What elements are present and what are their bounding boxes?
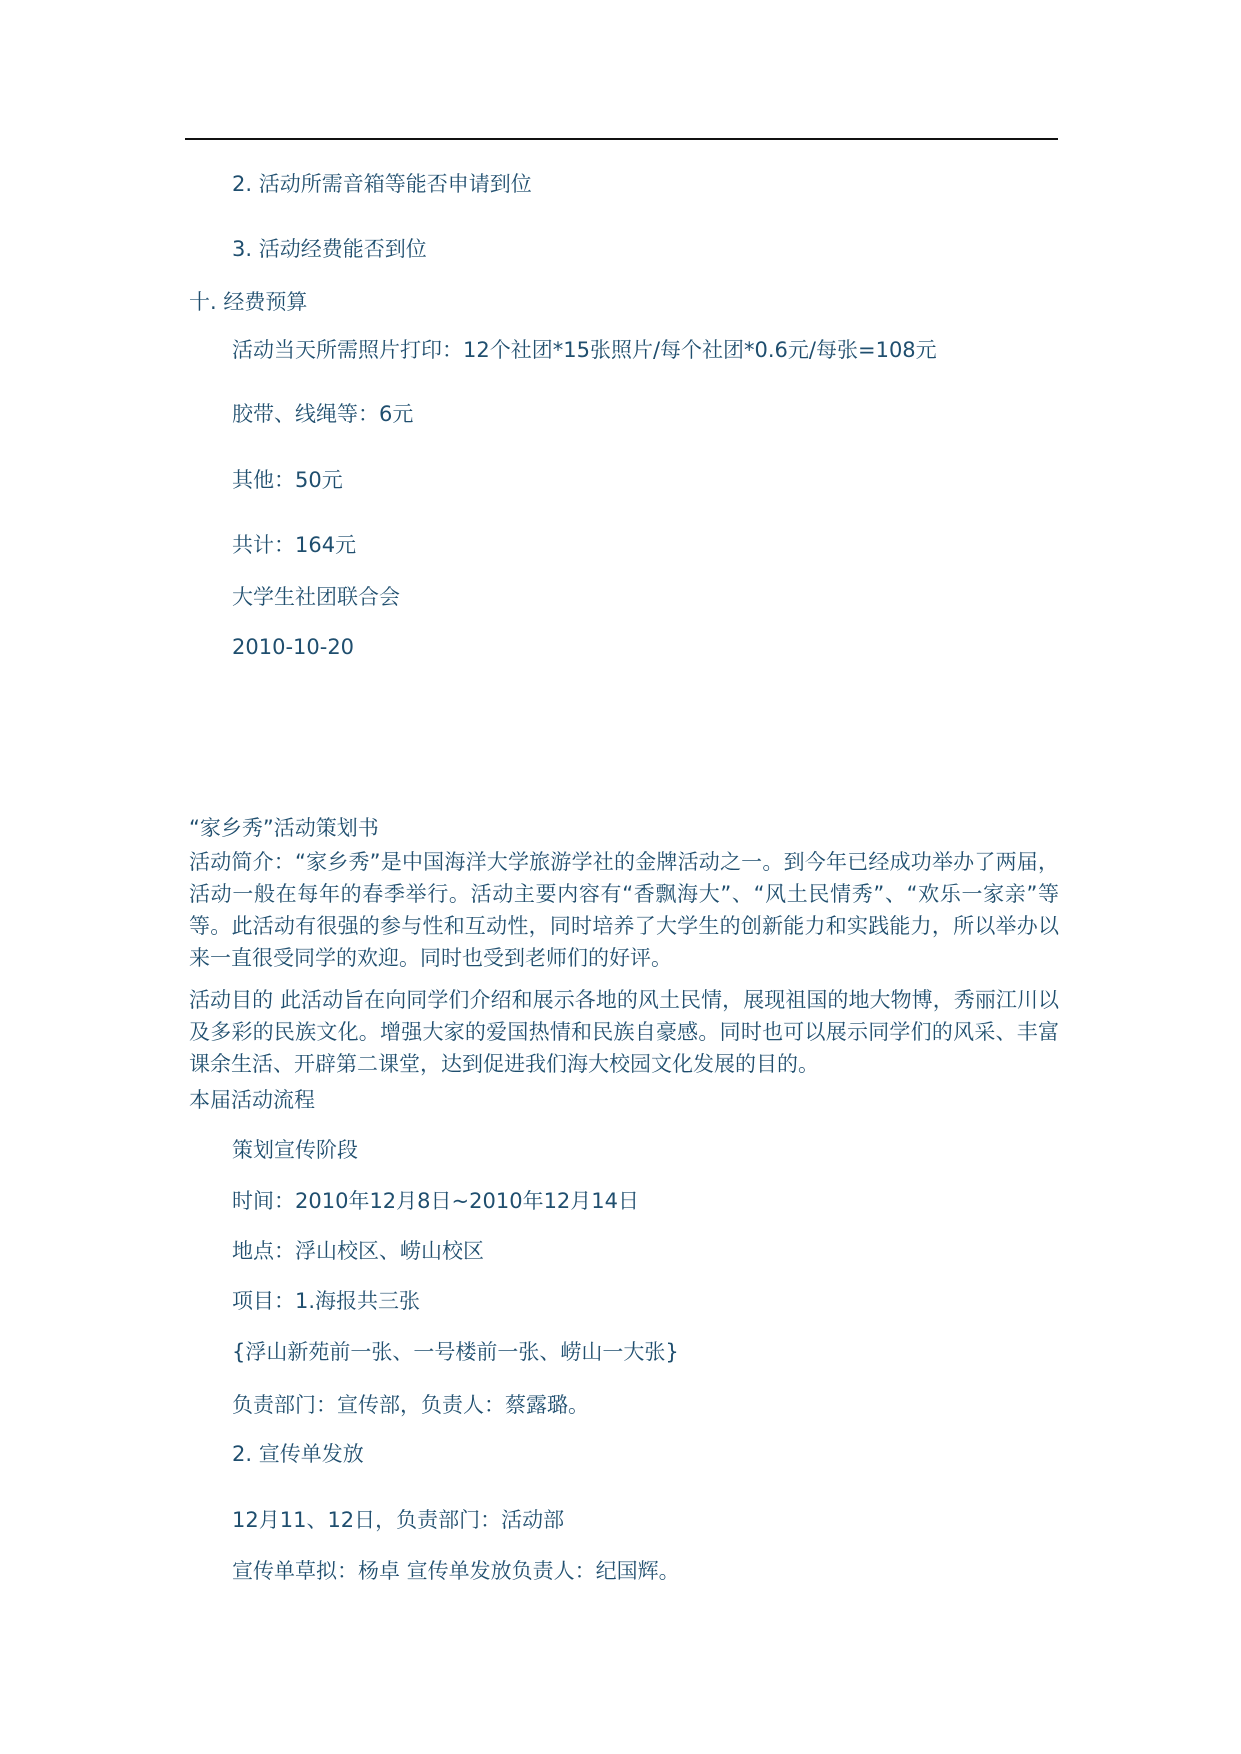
stage-project: 项目：1.海报共三张 xyxy=(232,1289,421,1313)
plan-title: “家乡秀”活动策划书 xyxy=(189,816,379,840)
budget-tape: 胶带、线绳等：6元 xyxy=(232,402,414,426)
process-heading: 本届活动流程 xyxy=(189,1088,315,1112)
flyer-heading: 2. 宣传单发放 xyxy=(232,1442,364,1466)
budget-other: 其他：50元 xyxy=(232,468,343,492)
organization-name: 大学生社团联合会 xyxy=(232,585,400,609)
flyer-schedule: 12月11、12日，负责部门：活动部 xyxy=(232,1508,565,1532)
stage-heading: 策划宣传阶段 xyxy=(232,1138,358,1162)
item-speakers: 2. 活动所需音箱等能否申请到位 xyxy=(232,172,532,196)
stage-time: 时间：2010年12月8日~2010年12月14日 xyxy=(232,1189,640,1213)
header-rule xyxy=(185,138,1058,140)
section-heading-budget: 十. 经费预算 xyxy=(189,290,308,314)
stage-location: 地点：浮山校区、崂山校区 xyxy=(232,1239,484,1263)
budget-photo-print: 活动当天所需照片打印：12个社团*15张照片/每个社团*0.6元/每张=108元 xyxy=(232,338,937,362)
budget-total: 共计：164元 xyxy=(232,533,357,557)
flyer-responsible: 宣传单草拟：杨卓 宣传单发放负责人：纪国辉。 xyxy=(232,1559,680,1583)
item-funding: 3. 活动经费能否到位 xyxy=(232,237,427,261)
intro-paragraph: 活动简介：“家乡秀”是中国海洋大学旅游学社的金牌活动之一。到今年已经成功举办了两届，活动一般在每年的春季举行。活动主要内容有“香飘海大”、“风土民情秀”、“欢乐一家亲”等等。此活动有很强的参与性和互动性，同时培养了大学生的创新能力和实践能力，所以举办以来一直很受同学的欢迎。同时也受到老师们的好评。 xyxy=(189,850,1059,970)
purpose-paragraph: 活动目的 此活动旨在向同学们介绍和展示各地的风土民情，展现祖国的地大物博，秀丽江川以及多彩的民族文化。增强大家的爱国热情和民族自豪感。同时也可以展示同学们的风采、丰富课余生活、开辟第二课堂，达到促进我们海大校园文化发展的目的。 xyxy=(189,988,1059,1076)
poster-responsible: 负责部门：宣传部，负责人：蔡露璐。 xyxy=(232,1393,589,1417)
document-date: 2010-10-20 xyxy=(232,635,355,659)
poster-locations: {浮山新苑前一张、一号楼前一张、崂山一大张} xyxy=(232,1340,679,1364)
